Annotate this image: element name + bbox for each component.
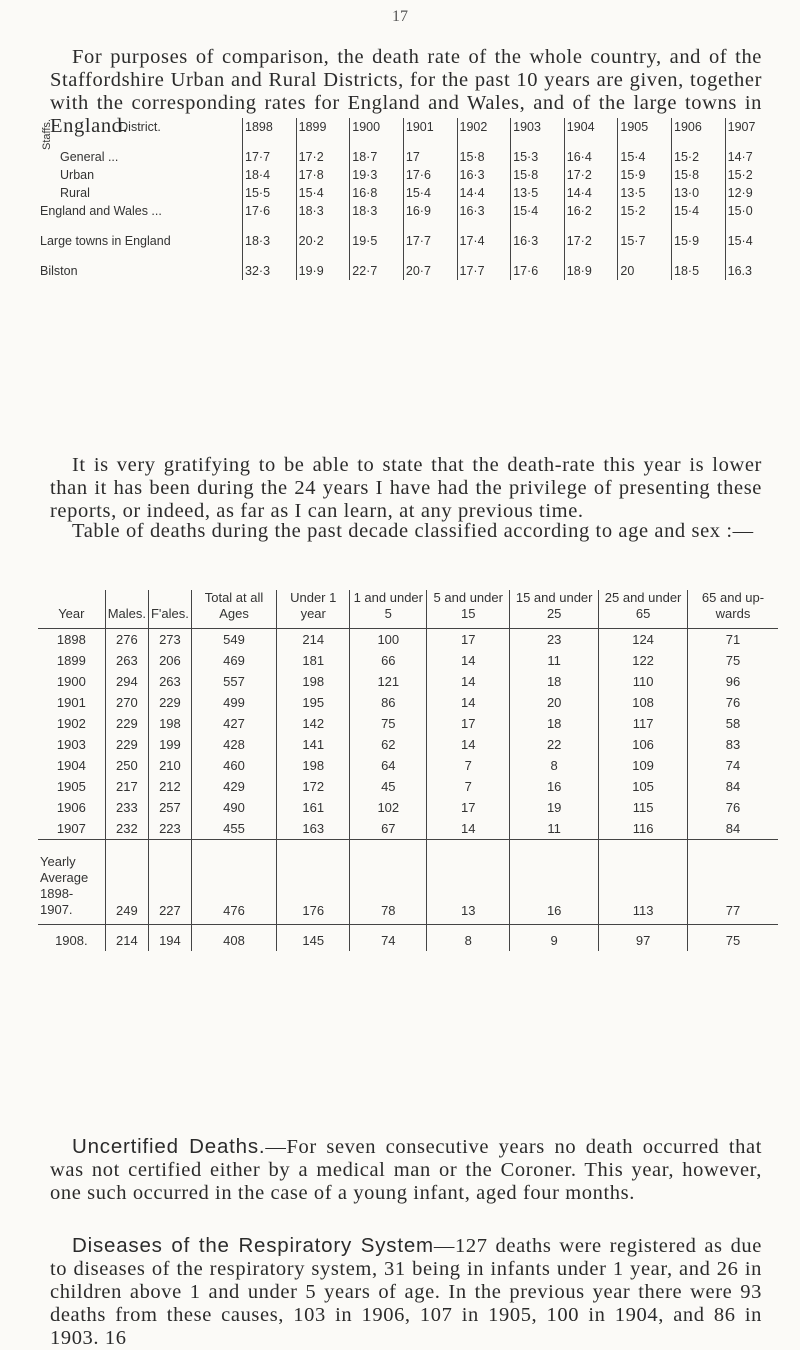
rate-cell: 13·0 [672,184,726,202]
deaths-cell: 8 [510,755,599,776]
rate-row [38,184,778,202]
rate-cell: 15·8 [457,140,511,166]
rate-cell: 17·6 [511,250,565,280]
rate-row [38,140,778,166]
rate-cell: 17·4 [457,220,511,250]
rate-cell: 17·6 [403,166,457,184]
deaths-cell: 66 [350,650,427,671]
age-sex-deaths-table [38,590,778,951]
deaths-cell: 469 [191,650,276,671]
average-cell: 476 [191,840,276,925]
rate-cell: 14·4 [564,184,618,202]
death-rate-comparison-table [38,118,778,280]
deaths-cell: 17 [427,629,510,651]
rate-cell: 13·5 [511,184,565,202]
respiratory-paragraph [50,1234,762,1350]
deaths-cell: 217 [105,776,148,797]
year-header: 1902 [457,118,511,140]
deaths-cell: 549 [191,629,276,651]
deaths-cell: 11 [510,650,599,671]
deaths-cell: 22 [510,734,599,755]
deaths-cell: 124 [599,629,688,651]
rate-cell: 15·2 [618,202,672,220]
deaths-cell: 67 [350,818,427,840]
deaths-cell: 142 [277,713,350,734]
rate-cell: 20·2 [296,220,350,250]
rate-cell: 17·7 [243,140,297,166]
year-header: 1901 [403,118,457,140]
deaths-cell: 109 [599,755,688,776]
deaths-cell: 14 [427,818,510,840]
current-year-row [38,925,778,952]
year-header: 1903 [511,118,565,140]
rate-cell: 20 [618,250,672,280]
deaths-cell: 116 [599,818,688,840]
rate-cell: 16.3 [725,250,778,280]
catchword: 16 [104,1327,127,1349]
average-cell: 113 [599,840,688,925]
deaths-cell: 84 [688,776,778,797]
year-cell: 1905 [56,779,86,794]
deaths-cell: 428 [191,734,276,755]
deaths-cell: 194 [148,925,191,952]
deaths-cell: 19 [510,797,599,818]
rate-row [38,166,778,184]
deaths-cell: 427 [191,713,276,734]
deaths-cell: 17 [427,713,510,734]
deaths-cell: 117 [599,713,688,734]
deaths-cell: 106 [599,734,688,755]
rate-cell: 17·2 [296,140,350,166]
deaths-cell: 229 [148,692,191,713]
average-cell: 13 [427,840,510,925]
deaths-cell: 270 [105,692,148,713]
rate-cell: 15·9 [618,166,672,184]
average-row [38,840,778,925]
deaths-cell: 263 [105,650,148,671]
deaths-cell: 74 [350,925,427,952]
rate-cell: 16·2 [564,202,618,220]
deaths-cell: 83 [688,734,778,755]
rate-cell: 15·2 [725,166,778,184]
deaths-cell: 23 [510,629,599,651]
age-column-header: Total at all Ages [191,590,276,629]
table-row [38,713,778,734]
uncertified-text: —For seven consecutive years no death occurred that was not certified either by a medical man or the Coroner. This year, however, one such occurred in the case of a young infant, aged four months. [50,1136,762,1204]
age-column-header: Year [38,590,105,629]
deaths-cell: 76 [688,692,778,713]
deaths-cell: 195 [277,692,350,713]
average-label-line: Average [40,870,89,885]
deaths-cell: 75 [688,925,778,952]
rate-cell: 18·3 [296,202,350,220]
deaths-cell: 214 [105,925,148,952]
rate-cell: 19·3 [350,166,404,184]
table-row [38,650,778,671]
year-cell: 1899 [56,653,86,668]
rate-cell: 15·4 [618,140,672,166]
deaths-cell: 163 [277,818,350,840]
rate-cell: 15·2 [672,140,726,166]
rate-cell: 17 [403,140,457,166]
deaths-cell: 14 [427,650,510,671]
average-label-line: Yearly [40,854,76,869]
average-cell: 78 [350,840,427,925]
deaths-cell: 429 [191,776,276,797]
rate-cell: 15·8 [511,166,565,184]
average-label-line: 1898-1907. [40,886,74,917]
year-header: 1899 [296,118,350,140]
rate-cell: 13·5 [618,184,672,202]
rate-cell: 19·5 [350,220,404,250]
average-cell: 176 [277,840,350,925]
rate-cell: 22·7 [350,250,404,280]
respiratory-heading: Diseases of the Respiratory System [72,1234,434,1257]
deaths-cell: 18 [510,671,599,692]
age-column-header: 15 and under 25 [510,590,599,629]
deaths-cell: 257 [148,797,191,818]
rate-cell: 20·7 [403,250,457,280]
deaths-cell: 161 [277,797,350,818]
deaths-cell: 7 [427,776,510,797]
deaths-cell: 7 [427,755,510,776]
deaths-cell: 229 [105,713,148,734]
deaths-cell: 97 [599,925,688,952]
deaths-cell: 14 [427,734,510,755]
rate-cell: 18·4 [243,166,297,184]
deaths-cell: 11 [510,818,599,840]
deaths-cell: 8 [427,925,510,952]
rate-cell: 15·8 [672,166,726,184]
deaths-cell: 229 [105,734,148,755]
age-column-header: Under 1 year [277,590,350,629]
rate-row-label: Staffs.General ... [41,119,119,164]
deaths-cell: 16 [510,776,599,797]
rate-cell: 15·4 [403,184,457,202]
uncertified-paragraph [50,1135,762,1205]
rate-row [38,202,778,220]
year-cell: 1908. [55,933,88,948]
table-row [38,734,778,755]
rate-row-label [38,250,243,280]
rate-cell: 16·3 [457,202,511,220]
district-name: Rural [60,186,90,200]
deaths-cell: 75 [688,650,778,671]
rate-cell: 17·7 [457,250,511,280]
gratifying-paragraph: It is very gratifying to be able to state that the death-rate this year is lower than it has been during the 24 years I have had the privilege of presenting these reports, or indeed, as far as I can learn, at any previous time. [50,454,762,522]
rate-row-label [38,220,243,250]
year-cell: 1898 [56,632,86,647]
deaths-cell: 145 [277,925,350,952]
deaths-cell: 108 [599,692,688,713]
rate-cell: 16·3 [511,220,565,250]
rate-cell: 12·9 [725,184,778,202]
deaths-cell: 14 [427,692,510,713]
age-column-header: F'ales. [148,590,191,629]
deaths-cell: 455 [191,818,276,840]
deaths-cell: 172 [277,776,350,797]
table-row [38,629,778,651]
year-cell: 1900 [56,674,86,689]
deaths-cell: 223 [148,818,191,840]
year-cell: 1906 [56,800,86,815]
rate-row-label [38,166,243,184]
deaths-cell: 198 [148,713,191,734]
rate-cell: 14·7 [725,140,778,166]
deaths-cell: 206 [148,650,191,671]
district-name: Large towns in England [40,234,171,248]
district-name: Bilston [40,264,78,278]
deaths-cell: 181 [277,650,350,671]
rate-cell: 15·7 [618,220,672,250]
deaths-cell: 14 [427,671,510,692]
table-row [38,818,778,840]
deaths-cell: 45 [350,776,427,797]
rate-cell: 17·6 [243,202,297,220]
rate-cell: 15·4 [672,202,726,220]
deaths-cell: 233 [105,797,148,818]
deaths-cell: 115 [599,797,688,818]
deaths-cell: 9 [510,925,599,952]
year-cell: 1902 [56,716,86,731]
intro-paragraph: For purposes of comparison, the death rate of the whole country, and of the Staffordshire Urban and Rural Districts, for the past 10 years are given, together with the corresponding rates for England and Wales, and of the large towns in England. [50,46,762,137]
age-column-header: 25 and under 65 [599,590,688,629]
deaths-cell: 212 [148,776,191,797]
deaths-cell: 460 [191,755,276,776]
rate-cell: 15·4 [725,220,778,250]
deaths-cell: 199 [148,734,191,755]
deaths-cell: 105 [599,776,688,797]
deaths-cell: 490 [191,797,276,818]
deaths-cell: 273 [148,629,191,651]
age-table-intro: Table of deaths during the past decade classified according to age and sex :— [72,520,754,542]
rate-cell: 18·7 [350,140,404,166]
district-header: District. [119,120,161,134]
rate-cell: 16·9 [403,202,457,220]
table-row [38,755,778,776]
deaths-cell: 86 [350,692,427,713]
year-cell: 1904 [56,758,86,773]
year-header: 1906 [672,118,726,140]
rate-cell: 19·9 [296,250,350,280]
average-cell: 16 [510,840,599,925]
year-cell: 1901 [56,695,86,710]
rate-cell: 18·5 [672,250,726,280]
deaths-cell: 198 [277,755,350,776]
respiratory-text: —127 deaths were registered as due to diseases of the respiratory system, 31 being in infants under 1 year, and 26 in children above 1 and under 5 years of age. In the previous year there were 93 deaths from these causes, 103 in 1906, 107 in 1905, 100 in 1904, and 86 in 1903. [50,1235,762,1349]
age-column-header: 5 and under 15 [427,590,510,629]
deaths-cell: 214 [277,629,350,651]
rate-cell: 15·5 [243,184,297,202]
deaths-cell: 84 [688,818,778,840]
deaths-cell: 250 [105,755,148,776]
year-header: 1905 [618,118,672,140]
deaths-cell: 210 [148,755,191,776]
deaths-cell: 408 [191,925,276,952]
year-cell: 1907 [56,821,86,836]
deaths-cell: 71 [688,629,778,651]
deaths-cell: 122 [599,650,688,671]
rate-cell: 18·9 [564,250,618,280]
rate-cell: 15·4 [296,184,350,202]
table-row [38,692,778,713]
deaths-cell: 20 [510,692,599,713]
deaths-cell: 18 [510,713,599,734]
average-cell: 77 [688,840,778,925]
district-name: General ... [60,150,119,164]
rate-cell: 16·4 [564,140,618,166]
deaths-cell: 499 [191,692,276,713]
deaths-cell: 58 [688,713,778,734]
year-header: 1898 [243,118,297,140]
deaths-cell: 294 [105,671,148,692]
year-header: 1904 [564,118,618,140]
rate-cell: 17·7 [403,220,457,250]
deaths-cell: 17 [427,797,510,818]
district-name: England and Wales ... [40,204,162,218]
deaths-cell: 141 [277,734,350,755]
deaths-cell: 276 [105,629,148,651]
rate-row [38,220,778,250]
age-column-header: 65 and up-wards [688,590,778,629]
deaths-cell: 102 [350,797,427,818]
age-column-header: 1 and under 5 [350,590,427,629]
deaths-cell: 100 [350,629,427,651]
average-cell: 227 [148,840,191,925]
district-name: Urban [60,168,95,182]
rate-row [38,250,778,280]
deaths-cell: 64 [350,755,427,776]
deaths-cell: 232 [105,818,148,840]
deaths-cell: 76 [688,797,778,818]
deaths-cell: 74 [688,755,778,776]
rate-cell: 17·2 [564,220,618,250]
rate-cell: 16·3 [457,166,511,184]
rate-cell: 17·8 [296,166,350,184]
deaths-cell: 75 [350,713,427,734]
deaths-cell: 198 [277,671,350,692]
year-header: 1900 [350,118,404,140]
year-cell: 1903 [56,737,86,752]
rate-cell: 18·3 [243,220,297,250]
deaths-cell: 263 [148,671,191,692]
page-number: 17 [392,8,408,25]
table-row [38,776,778,797]
table-row [38,797,778,818]
deaths-cell: 557 [191,671,276,692]
age-column-header: Males. [105,590,148,629]
rate-cell: 18·3 [350,202,404,220]
uncertified-heading: Uncertified Deaths. [72,1135,266,1158]
rate-cell: 15·9 [672,220,726,250]
rate-cell: 17·2 [564,166,618,184]
deaths-cell: 96 [688,671,778,692]
rate-cell: 15·4 [511,202,565,220]
rate-cell: 32·3 [243,250,297,280]
rate-row-label [38,202,243,220]
rate-cell: 14·4 [457,184,511,202]
table-row [38,671,778,692]
deaths-cell: 110 [599,671,688,692]
deaths-cell: 62 [350,734,427,755]
average-label [38,840,105,925]
rate-row-label [38,184,243,202]
year-header: 1907 [725,118,778,140]
average-cell: 249 [105,840,148,925]
deaths-cell: 121 [350,671,427,692]
rate-cell: 15·3 [511,140,565,166]
rate-cell: 15·0 [725,202,778,220]
rate-cell: 16·8 [350,184,404,202]
